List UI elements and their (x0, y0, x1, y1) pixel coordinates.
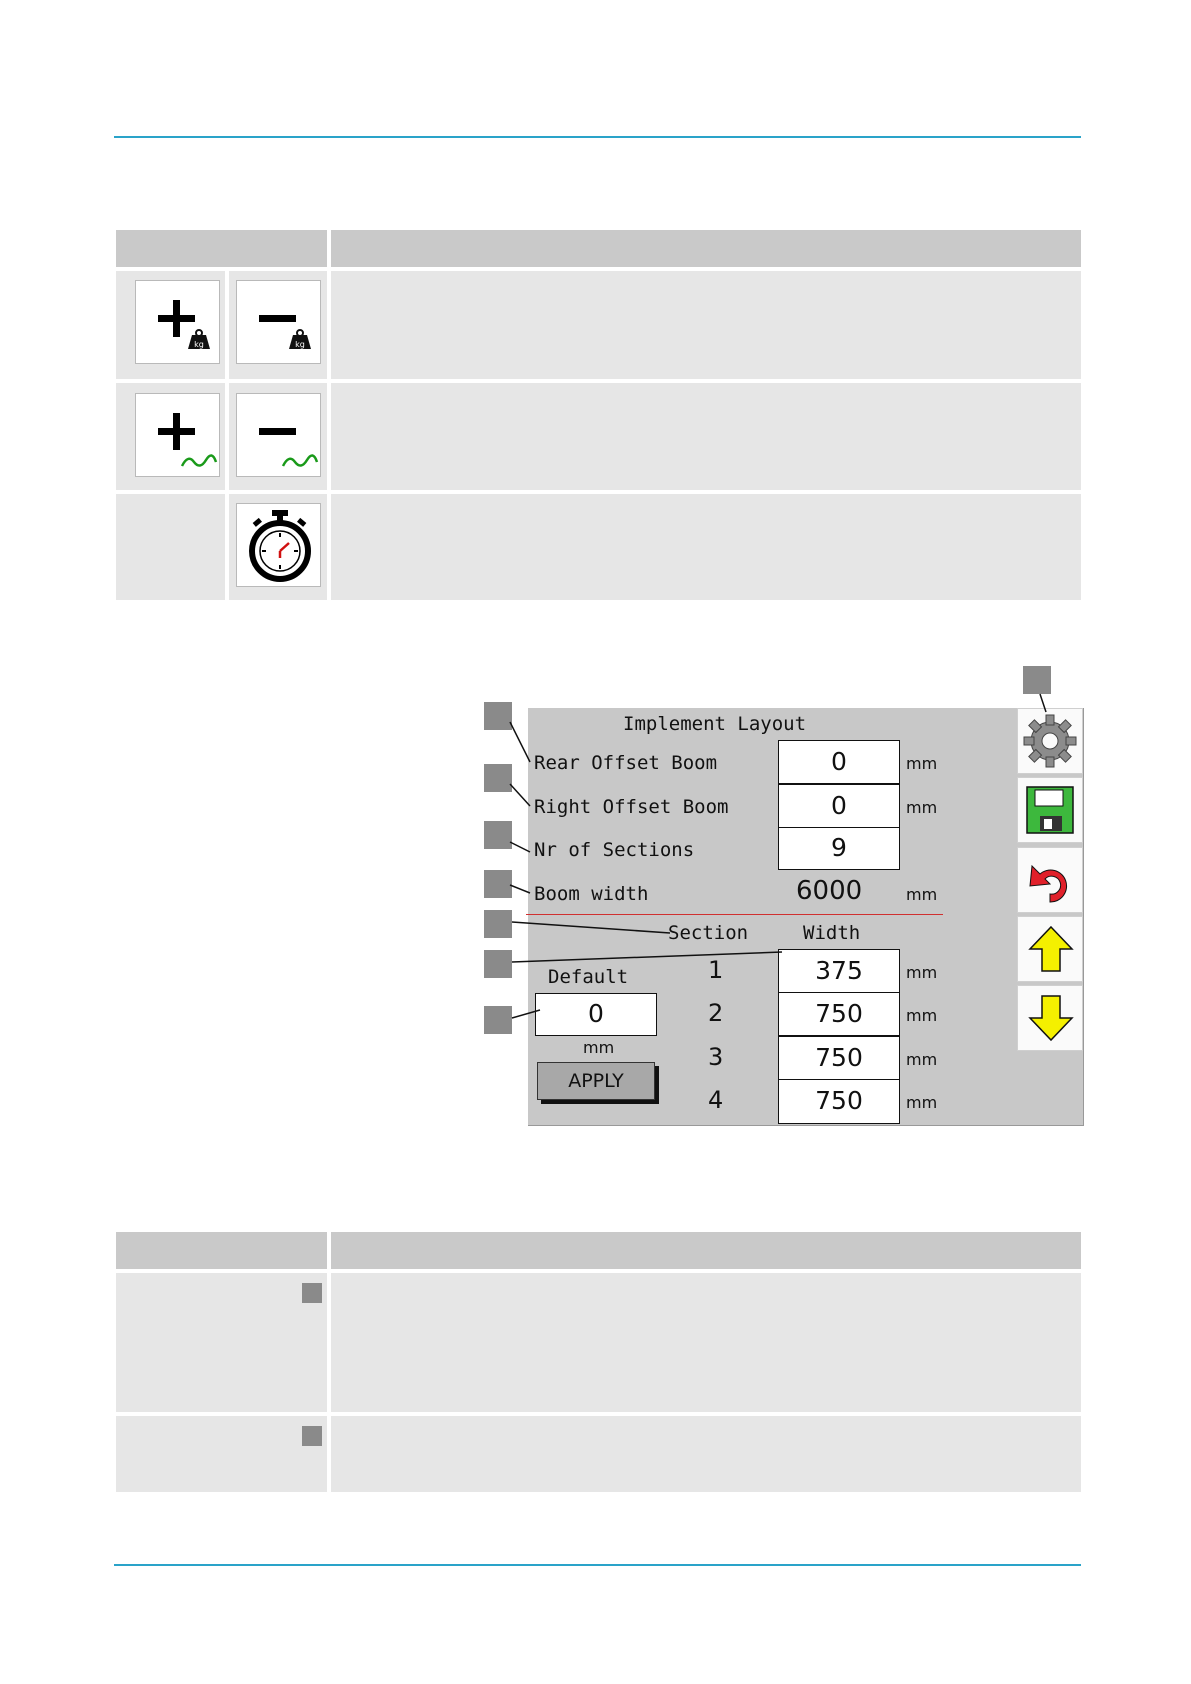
callout-marker (484, 821, 512, 849)
section-width-input[interactable]: 375 (778, 949, 900, 993)
section-number: 3 (708, 1043, 724, 1071)
callout-marker (484, 764, 512, 792)
section-width-unit: mm (906, 1050, 938, 1069)
right-offset-label: Right Offset Boom (534, 796, 729, 818)
width-header: Width (803, 922, 861, 944)
section-number: 2 (708, 999, 724, 1027)
header-rule (114, 136, 1081, 138)
rear-offset-input[interactable]: 0 (778, 740, 900, 784)
callout-marker (484, 702, 512, 730)
callout-marker (484, 910, 512, 938)
boom-width-unit: mm (906, 885, 938, 904)
screen-title: Implement Layout (623, 713, 807, 735)
callout-cell (116, 1273, 327, 1412)
save-button[interactable] (1017, 777, 1083, 843)
rear-offset-label: Rear Offset Boom (534, 752, 718, 774)
description-cell (331, 271, 1081, 379)
section-number: 1 (708, 956, 724, 984)
minus-weight-icon[interactable] (236, 280, 321, 364)
icon-table-header-left (116, 230, 327, 267)
gear-icon (1018, 709, 1084, 775)
up-button[interactable] (1017, 916, 1083, 982)
boom-width-label: Boom width (534, 883, 649, 905)
apply-button[interactable]: APPLY (537, 1062, 655, 1100)
section-width-unit: mm (906, 963, 938, 982)
nr-sections-label: Nr of Sections (534, 839, 695, 861)
right-offset-input[interactable]: 0 (778, 784, 900, 828)
section-number: 4 (708, 1086, 724, 1114)
section-width-input[interactable]: 750 (778, 992, 900, 1036)
description-cell (331, 494, 1081, 600)
minus-wave-icon[interactable] (236, 393, 321, 477)
undo-button[interactable] (1017, 847, 1083, 913)
section-width-input[interactable]: 750 (778, 1079, 900, 1124)
callout-marker (1023, 666, 1051, 694)
arrow-up-icon (1018, 917, 1084, 983)
plus-wave-icon[interactable] (135, 393, 220, 477)
section-width-input[interactable]: 750 (778, 1036, 900, 1080)
section-width-unit: mm (906, 1006, 938, 1025)
default-label: Default (548, 966, 629, 988)
description-cell (331, 1273, 1081, 1412)
callout-marker (302, 1426, 322, 1446)
description-cell (331, 1416, 1081, 1492)
rear-offset-unit: mm (906, 754, 938, 773)
svg-text:kg: kg (295, 340, 305, 349)
description-table-header-right (331, 1232, 1081, 1269)
save-icon (1018, 778, 1084, 844)
plus-weight-icon[interactable] (135, 280, 220, 364)
down-button[interactable] (1017, 985, 1083, 1051)
right-offset-unit: mm (906, 798, 938, 817)
callout-marker (484, 1006, 512, 1034)
icon-cell (116, 494, 225, 600)
callout-cell (116, 1416, 327, 1492)
footer-rule (114, 1564, 1081, 1566)
callout-marker (302, 1283, 322, 1303)
description-table-header-left (116, 1232, 327, 1269)
section-width-unit: mm (906, 1093, 938, 1112)
default-input[interactable]: 0 (535, 993, 657, 1036)
default-unit: mm (583, 1038, 615, 1057)
undo-icon (1018, 848, 1084, 914)
callout-marker (484, 950, 512, 978)
nr-sections-input[interactable]: 9 (778, 827, 900, 870)
boom-width-value: 6000 (796, 876, 863, 906)
arrow-down-icon (1018, 986, 1084, 1052)
description-cell (331, 383, 1081, 490)
svg-text:kg: kg (194, 340, 204, 349)
icon-table-header-right (331, 230, 1081, 267)
divider-line (526, 914, 943, 915)
callout-marker (484, 870, 512, 898)
section-header: Section (668, 922, 749, 944)
settings-button[interactable] (1017, 708, 1083, 774)
stopwatch-icon[interactable] (236, 503, 321, 587)
